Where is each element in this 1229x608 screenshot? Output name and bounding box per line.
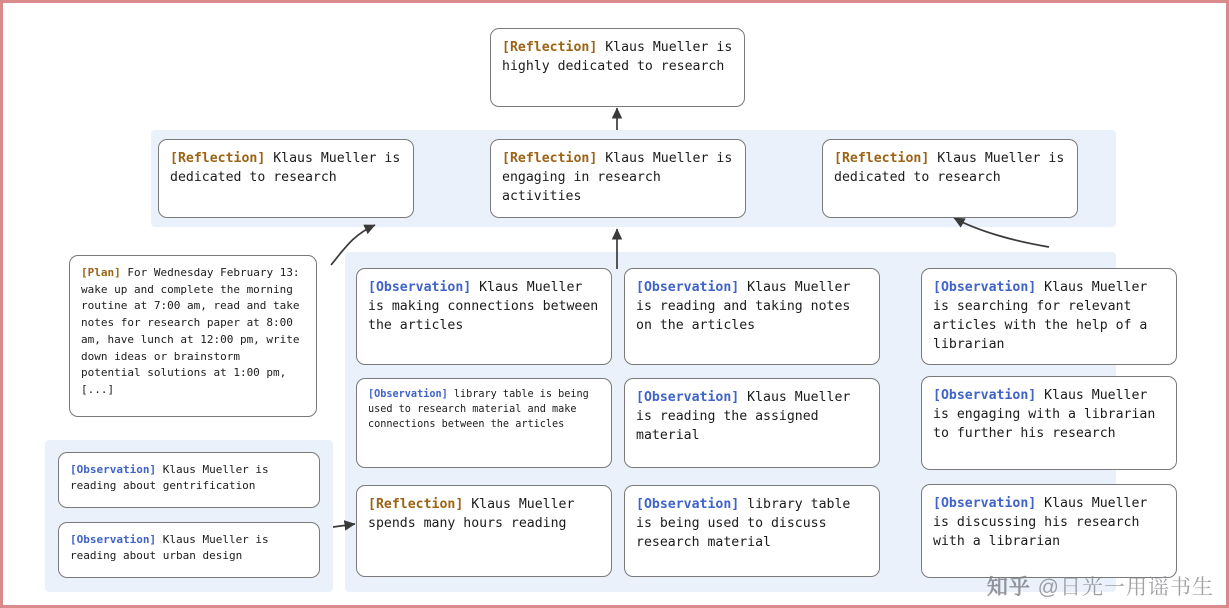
observation-node-discussing-research	[921, 484, 1177, 578]
node-tag: [Observation]	[636, 390, 740, 405]
node-text: Klaus Mueller is dedicated to research	[834, 151, 1065, 186]
node-text: Klaus Mueller is searching for relevant articles with the help of a librarian	[933, 280, 1148, 353]
node-tag: [Observation]	[636, 497, 740, 512]
node-text: library table is being used to discuss research material	[636, 497, 851, 551]
node-tag: [Observation]	[636, 280, 740, 295]
node-text: Klaus Mueller is dedicated to research	[170, 151, 401, 186]
node-text: Klaus Mueller is reading about gentrification	[70, 463, 269, 492]
node-text: Klaus Mueller is reading the assigned material	[636, 390, 851, 444]
observation-node-engaging-librarian	[921, 376, 1177, 470]
node-tag: [Observation]	[933, 388, 1037, 403]
observation-node-discuss-material	[624, 485, 880, 577]
watermark-logo: 知乎	[986, 576, 1031, 599]
node-text: library table is being used to research material and make connections between the articles	[368, 389, 589, 430]
reflection-node-middle	[490, 139, 746, 218]
node-text: Klaus Mueller is reading and taking notes on the articles	[636, 280, 851, 334]
node-tag: [Observation]	[368, 389, 448, 400]
observation-node-assigned-material	[624, 378, 880, 468]
node-tag: [Reflection]	[502, 151, 598, 166]
node-tag: [Reflection]	[834, 151, 930, 166]
node-tag: [Observation]	[368, 280, 472, 295]
top-reflection-node	[490, 28, 745, 107]
node-tag: [Reflection]	[502, 40, 598, 55]
reflection-node-right	[822, 139, 1078, 218]
node-tag: [Reflection]	[170, 151, 266, 166]
node-text: Klaus Mueller is making connections between the articles	[368, 280, 599, 334]
reflection-node-hours-reading	[356, 485, 612, 577]
node-tag: [Observation]	[933, 496, 1037, 511]
node-text: Klaus Mueller is highly dedicated to research	[502, 40, 733, 75]
observation-node-library-table-connections	[356, 378, 612, 468]
watermark	[987, 571, 1214, 601]
observation-node-searching-articles	[921, 268, 1177, 365]
node-tag: [Observation]	[933, 280, 1037, 295]
observation-node-gentrification	[58, 452, 320, 508]
node-text: Klaus Mueller spends many hours reading	[368, 497, 575, 532]
node-text: For Wednesday February 13: wake up and complete the morning routine at 7:00 am, read and take notes for research paper at 8:00 am, have lunch at 12:00 pm, write down ideas or brainstorm potential solutions at 1:00 pm, [...]	[81, 266, 300, 397]
node-tag: [Observation]	[70, 463, 157, 476]
plan-node	[69, 255, 317, 417]
observation-node-taking-notes	[624, 268, 880, 365]
watermark-text: @日光一用谣书生	[1030, 576, 1214, 599]
reflection-node-left	[158, 139, 414, 218]
node-text: Klaus Mueller is discussing his research with a librarian	[933, 496, 1148, 550]
node-text: Klaus Mueller is engaging with a librarian to further his research	[933, 388, 1156, 442]
node-tag: [Plan]	[81, 266, 121, 279]
node-text: Klaus Mueller is engaging in research activities	[502, 151, 733, 205]
node-tag: [Observation]	[70, 533, 157, 546]
node-tag: [Reflection]	[368, 497, 464, 512]
node-text: Klaus Mueller is reading about urban design	[70, 533, 269, 562]
observation-node-urban-design	[58, 522, 320, 578]
observation-node-making-connections	[356, 268, 612, 365]
